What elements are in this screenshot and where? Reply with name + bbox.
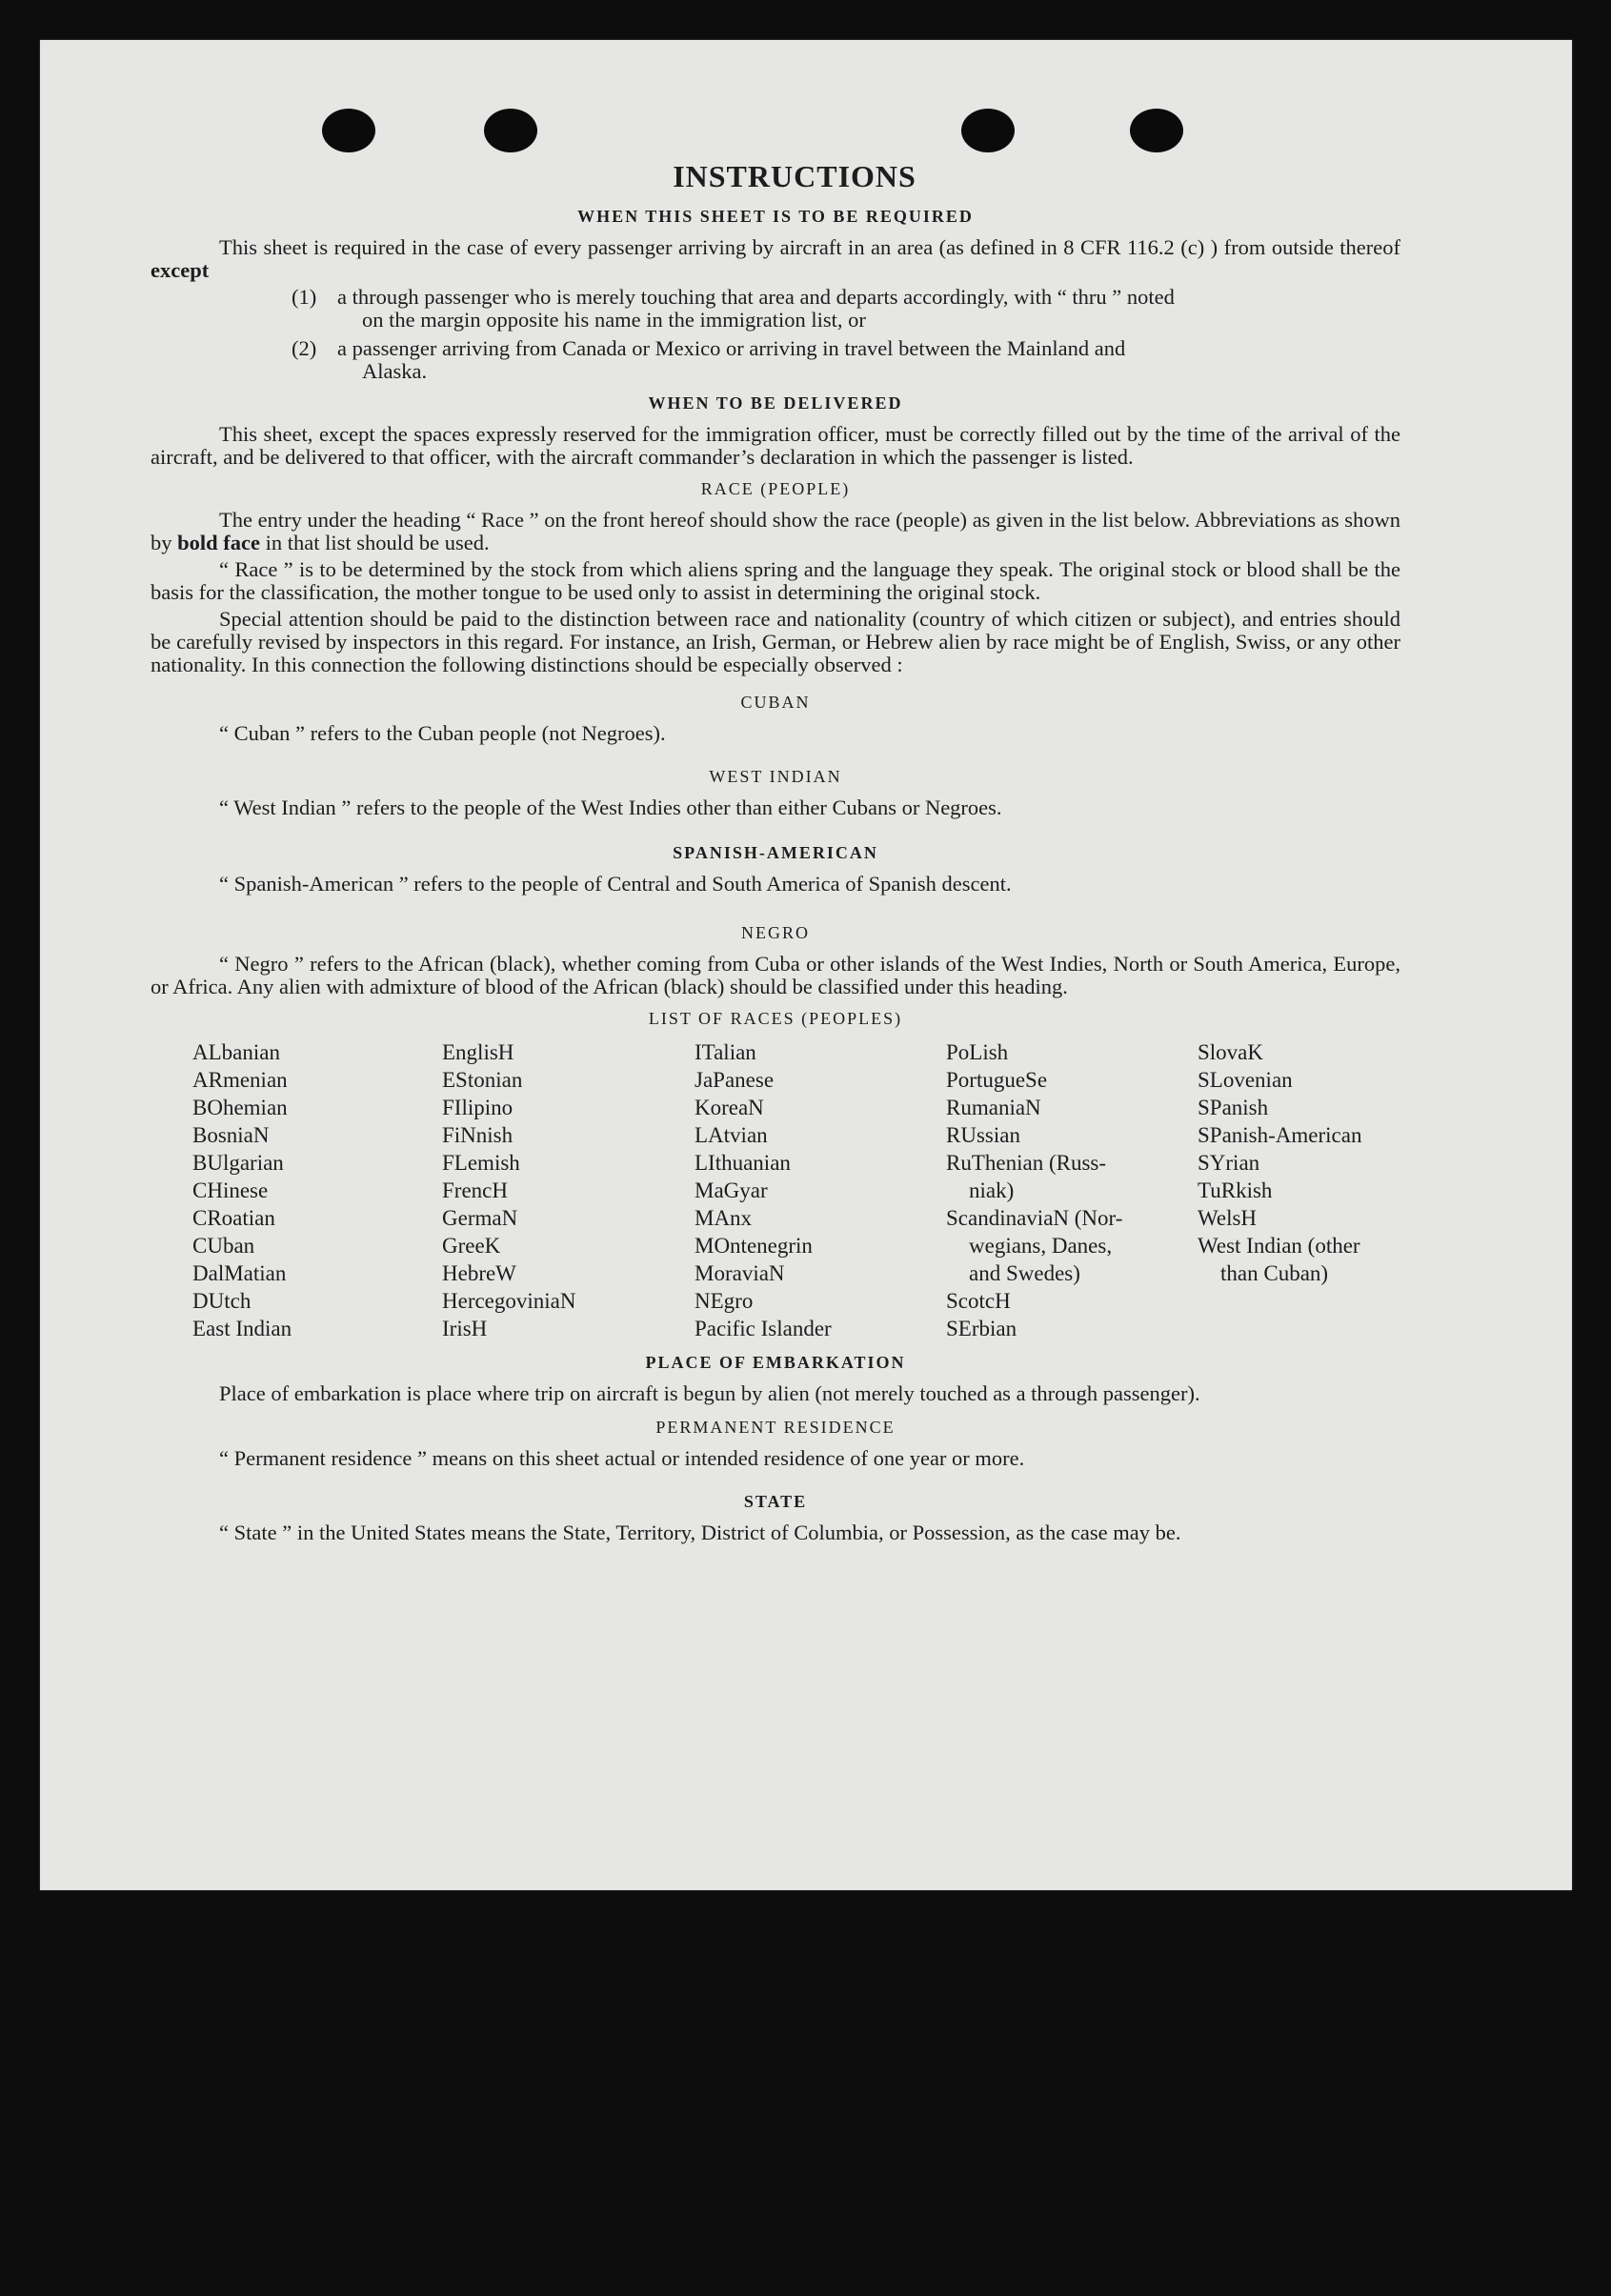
section-heading-west-indian: WEST INDIAN (709, 767, 842, 786)
race-item: West Indian (other (1198, 1234, 1360, 1258)
race-item: SPanish (1198, 1096, 1269, 1119)
race-item-continuation: wegians, Danes, (969, 1234, 1113, 1258)
list-item: (1) a through passenger who is merely touching that area and departs accordingly, with “ thru ” noted on the margin opposite his name in the immigration list, or (292, 285, 1175, 332)
race-item: GreeK (442, 1234, 501, 1258)
race-item: ARmenian (192, 1068, 288, 1092)
race-item: FiNnish (442, 1123, 514, 1147)
race-item: DalMatian (192, 1261, 287, 1285)
race-item: SYrian (1198, 1151, 1260, 1175)
paragraph-race-1: The entry under the heading “ Race ” on the front hereof should show the race (people) as given in the list below. Abbreviations as shown by bold face in that list should be used. (151, 508, 1400, 554)
section-heading-permanent-residence: PERMANENT RESIDENCE (655, 1418, 896, 1437)
race-item: FrencH (442, 1178, 508, 1202)
race-item: TuRkish (1198, 1178, 1273, 1202)
paragraph-cuban: “ Cuban ” refers to the Cuban people (not Negroes). (219, 721, 666, 745)
race-item: RuThenian (Russ- (946, 1151, 1107, 1175)
race-item: DUtch (192, 1289, 252, 1313)
list-item: (2) a passenger arriving from Canada or Mexico or arriving in travel between the Mainland and Alaska. (292, 336, 1126, 383)
race-list (192, 1038, 1400, 1342)
race-item: SErbian (946, 1317, 1017, 1340)
race-item: MAnx (695, 1206, 753, 1230)
punch-hole (484, 109, 537, 152)
race-item: SlovaK (1198, 1040, 1263, 1064)
race-item: SPanish-American (1198, 1123, 1362, 1147)
race-item: LAtvian (695, 1123, 768, 1147)
race-item: BUlgarian (192, 1151, 284, 1175)
race-column (695, 1038, 946, 1342)
section-heading-cuban: CUBAN (740, 693, 811, 712)
race-item: RUssian (946, 1123, 1020, 1147)
race-item: IrisH (442, 1317, 488, 1340)
race-item: ITalian (695, 1040, 756, 1064)
section-heading-when-required: WHEN THIS SHEET IS TO BE REQUIRED (577, 207, 974, 226)
punch-hole (1130, 109, 1183, 152)
race-column (946, 1038, 1198, 1342)
race-item: CRoatian (192, 1206, 275, 1230)
paragraph-race-3: Special attention should be paid to the distinction between race and nationality (country of which citizen or subject), and entries should be carefully revised by inspectors in this regard. For instance, an Irish, German, or Hebrew alien by race might be of English, Swiss, or any other nationality. In this connection the following distinctions should be especially observed : (151, 607, 1400, 676)
race-item: JaPanese (695, 1068, 775, 1092)
race-item-continuation: than Cuban) (1220, 1261, 1329, 1285)
paragraph-negro: “ Negro ” refers to the African (black), whether coming from Cuba or other islands of the West Indies, North or South America, Europe, or Africa. Any alien with admixture of blood of the African (black) should be classified under this heading. (151, 952, 1400, 998)
punch-hole (322, 109, 375, 152)
race-item: KoreaN (695, 1096, 764, 1119)
section-heading-race: RACE (PEOPLE) (700, 479, 851, 498)
paragraph-embarkation: Place of embarkation is place where trip on aircraft is begun by alien (not merely touched as a through passenger). (219, 1381, 1200, 1405)
punch-hole (961, 109, 1015, 152)
race-column (442, 1038, 695, 1342)
section-heading-negro: NEGRO (741, 923, 810, 942)
race-item: FLemish (442, 1151, 520, 1175)
section-heading-list-of-races: LIST OF RACES (PEOPLES) (648, 1009, 903, 1028)
race-item: PortugueSe (946, 1068, 1048, 1092)
race-item: RumaniaN (946, 1096, 1041, 1119)
race-item: WelsH (1198, 1206, 1258, 1230)
race-item-continuation: niak) (969, 1178, 1015, 1202)
page-title: INSTRUCTIONS (673, 159, 916, 193)
race-item: HebreW (442, 1261, 516, 1285)
race-item: EStonian (442, 1068, 523, 1092)
race-item: MOntenegrin (695, 1234, 813, 1258)
race-item: FIlipino (442, 1096, 514, 1119)
race-column (192, 1038, 442, 1342)
race-item: ALbanian (192, 1040, 280, 1064)
race-item: BOhemian (192, 1096, 288, 1119)
paragraph-race-2: “ Race ” is to be determined by the stock from which aliens spring and the language they speak. The original stock or blood shall be the basis for the classification, the mother tongue to be used only to assist in determining the original stock. (151, 557, 1400, 604)
race-item: MaGyar (695, 1178, 768, 1202)
paragraph-when-delivered: This sheet, except the spaces expressly reserved for the immigration officer, must be correctly filled out by the time of the arrival of the aircraft, and be delivered to that officer, with the aircraft commander’s declaration in which the passenger is listed. (151, 422, 1400, 469)
race-item: PoLish (946, 1040, 1009, 1064)
section-heading-embarkation: PLACE OF EMBARKATION (645, 1353, 906, 1372)
section-heading-state: STATE (743, 1492, 808, 1511)
race-item: ScandinaviaN (Nor- (946, 1206, 1123, 1230)
race-item: Pacific Islander (695, 1317, 832, 1340)
race-item: NEgro (695, 1289, 754, 1313)
instructions-content (151, 160, 1400, 1548)
paragraph-state: “ State ” in the United States means the State, Territory, District of Columbia, or Possession, as the case may be. (219, 1521, 1181, 1544)
race-column (1198, 1038, 1449, 1342)
race-item: MoraviaN (695, 1261, 785, 1285)
race-item: CUban (192, 1234, 255, 1258)
race-item-continuation: and Swedes) (969, 1261, 1080, 1285)
race-item: CHinese (192, 1178, 269, 1202)
paragraph-spanish-american: “ Spanish-American ” refers to the people of Central and South America of Spanish descent. (219, 872, 1012, 896)
paragraph-permanent-residence: “ Permanent residence ” means on this sheet actual or intended residence of one year or more. (219, 1446, 1025, 1470)
race-item: EnglisH (442, 1040, 514, 1064)
section-heading-when-delivered: WHEN TO BE DELIVERED (648, 393, 903, 413)
paragraph-west-indian: “ West Indian ” refers to the people of the West Indies other than either Cubans or Negroes. (219, 796, 1002, 819)
race-item: GermaN (442, 1206, 518, 1230)
paragraph-when-required: This sheet is required in the case of every passenger arriving by aircraft in an area (as defined in 8 CFR 116.2 (c) ) from outside thereof except (151, 235, 1400, 282)
race-item: ScotcH (946, 1289, 1011, 1313)
section-heading-spanish-american: SPANISH-AMERICAN (673, 843, 878, 862)
race-item: East Indian (192, 1317, 292, 1340)
race-item: LIthuanian (695, 1151, 791, 1175)
race-item: HercegoviniaN (442, 1289, 576, 1313)
race-item: SLovenian (1198, 1068, 1293, 1092)
race-item: BosniaN (192, 1123, 270, 1147)
